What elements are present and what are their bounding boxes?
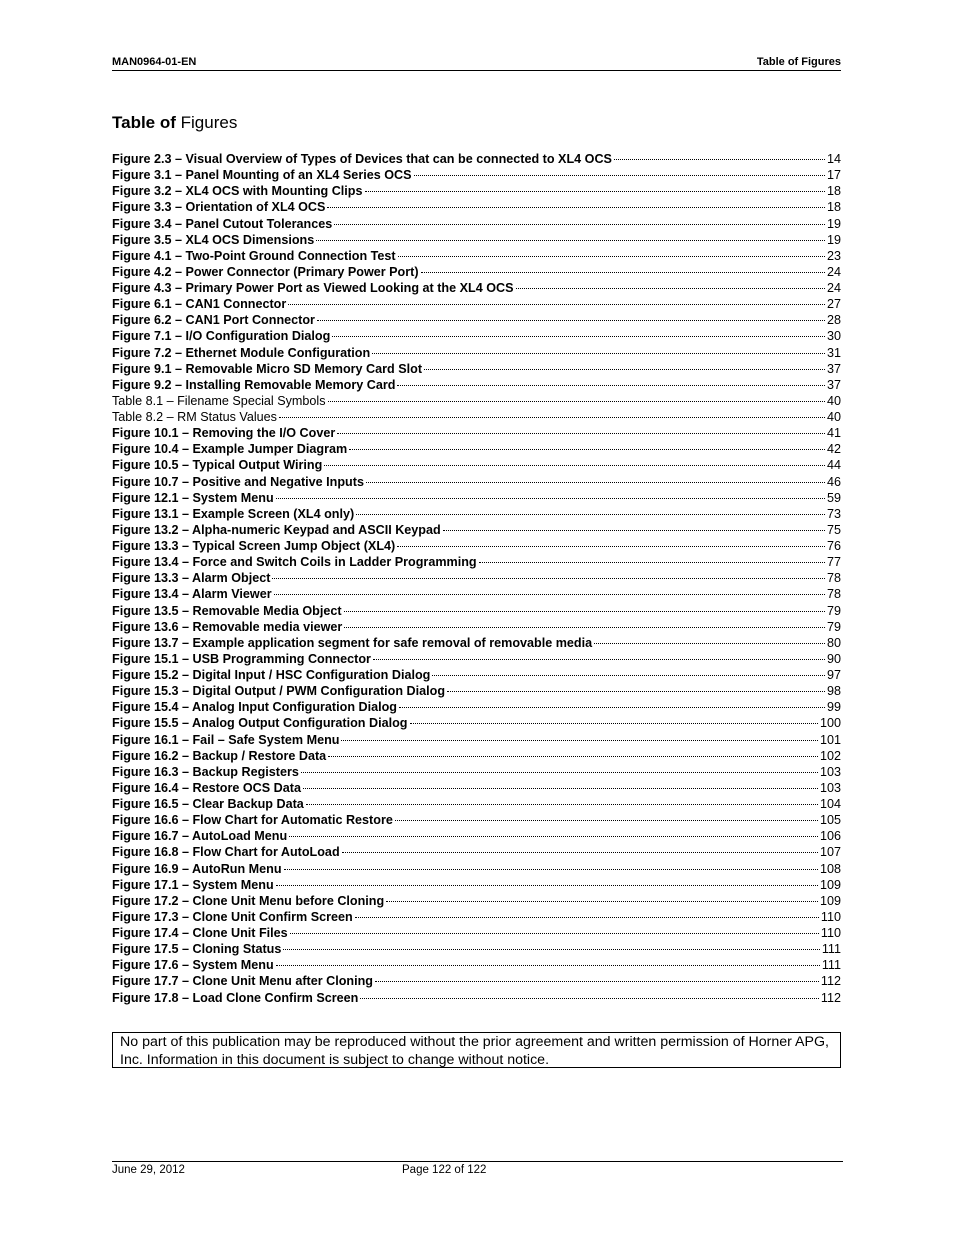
toc-entry-page: 78 <box>826 571 841 586</box>
toc-entry-page: 18 <box>826 184 841 199</box>
toc-entry-label: Figure 4.2 – Power Connector (Primary Power Port) <box>112 264 419 279</box>
toc-entry-page: 24 <box>826 281 841 295</box>
dot-leader <box>274 593 825 595</box>
toc-entry-label: Table 8.1 – Filename Special Symbols <box>112 393 326 408</box>
toc-entry-page: 108 <box>819 861 841 876</box>
toc-entry[interactable] <box>112 490 841 506</box>
dot-leader <box>360 997 819 999</box>
toc-entry-page: 103 <box>819 764 841 779</box>
toc-entry-label: Figure 15.2 – Digital Input / HSC Configuration Dialog <box>112 668 431 682</box>
toc-entry[interactable] <box>112 699 841 715</box>
toc-entry-page: 106 <box>819 829 841 844</box>
toc-entry[interactable] <box>112 635 841 651</box>
dot-leader <box>424 368 825 370</box>
toc-entry[interactable] <box>112 586 841 602</box>
toc-entry[interactable] <box>112 893 841 909</box>
dot-leader <box>366 481 825 483</box>
toc-entry-page: 77 <box>826 555 841 570</box>
toc-entry-page: 111 <box>821 942 841 957</box>
toc-entry-label: Figure 16.1 – Fail – Safe System Menu <box>112 732 340 747</box>
toc-entry-label: Figure 3.4 – Panel Cutout Tolerances <box>112 216 333 231</box>
toc-entry[interactable] <box>112 651 841 667</box>
toc-entry-page: 59 <box>826 490 841 505</box>
page-footer <box>112 1161 843 1184</box>
document-id: MAN0964-01-EN <box>112 56 197 68</box>
toc-entry[interactable] <box>112 990 841 1006</box>
dot-leader <box>289 835 818 837</box>
toc-entry-page: 73 <box>826 506 841 521</box>
toc-entry[interactable] <box>112 264 841 280</box>
toc-entry-page: 17 <box>826 168 841 183</box>
toc-entry-label: Table 8.2 – RM Status Values <box>112 410 277 424</box>
toc-entry-label: Figure 3.5 – XL4 OCS Dimensions <box>112 232 315 247</box>
toc-entry-page: 37 <box>826 361 841 376</box>
toc-entry-label: Figure 17.7 – Clone Unit Menu after Cloning <box>112 974 373 989</box>
toc-entry[interactable] <box>112 796 841 812</box>
toc-entry-label: Figure 17.8 – Load Clone Confirm Screen <box>112 990 359 1005</box>
toc-entry-label: Figure 16.3 – Backup Registers <box>112 764 299 779</box>
toc-entry-label: Figure 17.3 – Clone Unit Confirm Screen <box>112 909 353 924</box>
dot-leader <box>399 706 825 708</box>
toc-entry[interactable] <box>112 280 841 296</box>
toc-entry-page: 40 <box>826 393 841 408</box>
toc-entry-label: Figure 15.4 – Analog Input Configuration Dialog <box>112 700 397 715</box>
toc-entry-page: 79 <box>826 619 841 634</box>
toc-entry[interactable] <box>112 167 841 183</box>
dot-leader <box>284 868 818 870</box>
dot-leader <box>447 690 825 692</box>
dot-leader <box>306 803 818 805</box>
dot-leader <box>365 190 825 192</box>
dot-leader <box>421 271 825 273</box>
dot-leader <box>344 610 825 612</box>
toc-entry[interactable] <box>112 570 841 586</box>
toc-entry-page: 42 <box>826 442 841 457</box>
toc-entry-page: 98 <box>826 684 841 699</box>
toc-entry-label: Figure 10.1 – Removing the I/O Cover <box>112 426 336 441</box>
toc-entry[interactable] <box>112 183 841 199</box>
dot-leader <box>276 497 825 499</box>
toc-entry[interactable] <box>112 361 841 377</box>
dot-leader <box>328 755 818 757</box>
dot-leader <box>355 916 819 918</box>
toc-entry-label: Figure 17.4 – Clone Unit Files <box>112 926 288 940</box>
toc-entry-label: Figure 9.2 – Installing Removable Memory Card <box>112 377 396 392</box>
toc-entry-label: Figure 16.5 – Clear Backup Data <box>112 797 304 811</box>
toc-entry[interactable] <box>112 474 841 490</box>
toc-entry-page: 31 <box>826 345 841 360</box>
toc-entry[interactable] <box>112 861 841 877</box>
toc-entry-label: Figure 13.4 – Force and Switch Coils in Ladder Programming <box>112 555 477 570</box>
dot-leader <box>341 739 818 741</box>
toc-entry-label: Figure 16.7 – AutoLoad Menu <box>112 829 288 844</box>
toc-entry[interactable] <box>112 409 841 425</box>
toc-entry-label: Figure 15.5 – Analog Output Configuration Dialog <box>112 716 408 731</box>
toc-entry-page: 111 <box>821 958 841 973</box>
toc-entry[interactable] <box>112 506 841 522</box>
toc-entry-label: Figure 10.5 – Typical Output Wiring <box>112 458 323 473</box>
toc-entry-page: 90 <box>826 651 841 666</box>
toc-entry-label: Figure 10.4 – Example Jumper Diagram <box>112 442 348 457</box>
dot-leader <box>397 545 825 547</box>
toc-entry-label: Figure 2.3 – Visual Overview of Types of Devices that can be connected to XL4 OCS <box>112 152 612 166</box>
toc-entry-label: Figure 7.2 – Ethernet Module Configuration <box>112 345 371 360</box>
dot-leader <box>276 964 820 966</box>
figure-list <box>112 151 841 1006</box>
toc-entry-label: Figure 16.6 – Flow Chart for Automatic Restore <box>112 813 393 828</box>
toc-entry-page: 24 <box>826 264 841 279</box>
dot-leader <box>316 239 825 241</box>
dot-leader <box>324 464 825 466</box>
toc-entry-label: Figure 13.5 – Removable Media Object <box>112 603 342 618</box>
dot-leader <box>594 642 825 644</box>
dot-leader <box>398 255 825 257</box>
toc-entry-page: 28 <box>826 313 841 328</box>
toc-entry-page: 97 <box>826 668 841 682</box>
toc-entry-page: 76 <box>826 539 841 553</box>
dot-leader <box>332 335 825 337</box>
toc-entry-label: Figure 3.3 – Orientation of XL4 OCS <box>112 200 326 215</box>
toc-entry-page: 75 <box>826 522 841 537</box>
toc-entry-page: 27 <box>826 297 841 312</box>
toc-entry[interactable] <box>112 909 841 925</box>
toc-entry-page: 41 <box>826 426 841 441</box>
toc-entry-page: 104 <box>819 797 841 811</box>
toc-entry-label: Figure 16.4 – Restore OCS Data <box>112 780 301 795</box>
toc-entry[interactable] <box>112 377 841 393</box>
dot-leader <box>349 448 825 450</box>
toc-entry-page: 46 <box>826 474 841 489</box>
toc-entry-label: Figure 4.1 – Two-Point Ground Connection Test <box>112 248 396 263</box>
dot-leader <box>375 980 819 982</box>
footer-page-number: Page 122 of 122 <box>402 1164 487 1176</box>
toc-entry-page: 112 <box>820 990 841 1005</box>
dot-leader <box>372 352 825 354</box>
toc-entry-page: 109 <box>819 877 841 892</box>
toc-entry[interactable] <box>112 925 841 941</box>
toc-entry-label: Figure 16.2 – Backup / Restore Data <box>112 748 327 763</box>
toc-entry-page: 105 <box>819 813 841 828</box>
toc-entry[interactable] <box>112 748 841 764</box>
toc-entry[interactable] <box>112 312 841 328</box>
dot-leader <box>614 158 825 160</box>
toc-entry-label: Figure 15.3 – Digital Output / PWM Configuration Dialog <box>112 684 446 699</box>
toc-entry[interactable] <box>112 683 841 699</box>
toc-entry-page: 103 <box>819 780 841 795</box>
toc-entry[interactable] <box>112 554 841 570</box>
dot-leader <box>410 722 818 724</box>
toc-entry[interactable] <box>112 667 841 683</box>
dot-leader <box>328 400 825 402</box>
dot-leader <box>516 287 825 289</box>
dot-leader <box>288 303 825 305</box>
page-header <box>112 56 841 71</box>
dot-leader <box>342 851 818 853</box>
toc-entry[interactable] <box>112 619 841 635</box>
toc-entry[interactable] <box>112 457 841 473</box>
toc-entry-page: 100 <box>819 716 841 731</box>
section-name: Table of Figures <box>756 56 841 68</box>
toc-entry-page: 80 <box>826 635 841 650</box>
toc-entry-label: Figure 13.3 – Alarm Object <box>112 571 271 586</box>
toc-entry-label: Figure 15.1 – USB Programming Connector <box>112 651 371 666</box>
toc-entry[interactable] <box>112 328 841 344</box>
toc-entry[interactable] <box>112 603 841 619</box>
dot-leader <box>334 223 825 225</box>
dot-leader <box>395 819 818 821</box>
toc-entry-page: 18 <box>826 200 841 215</box>
page-title <box>112 113 237 133</box>
dot-leader <box>272 577 825 579</box>
dot-leader <box>479 561 825 563</box>
toc-entry-page: 40 <box>826 410 841 424</box>
toc-entry-label: Figure 9.1 – Removable Micro SD Memory Card Slot <box>112 361 423 376</box>
toc-entry-label: Figure 17.6 – System Menu <box>112 958 274 973</box>
dot-leader <box>386 900 818 902</box>
toc-entry-label: Figure 3.1 – Panel Mounting of an XL4 Series OCS <box>112 168 412 183</box>
toc-entry-label: Figure 16.8 – Flow Chart for AutoLoad <box>112 845 340 860</box>
page-title-bold: Table of <box>112 113 176 132</box>
toc-entry-page: 99 <box>826 700 841 715</box>
toc-entry[interactable] <box>112 844 841 860</box>
toc-entry-label: Figure 6.1 – CAN1 Connector <box>112 297 287 312</box>
toc-entry[interactable] <box>112 828 841 844</box>
dot-leader <box>373 658 825 660</box>
toc-entry-page: 44 <box>826 458 841 473</box>
notice-text: No part of this publication may be reproduced without the prior agreement and written permission of Horner APG, Inc. Information in this document is subject to change without notice. <box>120 1034 829 1068</box>
dot-leader <box>337 432 825 434</box>
dot-leader <box>327 206 825 208</box>
toc-entry[interactable] <box>112 296 841 312</box>
dot-leader <box>414 174 825 176</box>
toc-entry[interactable] <box>112 780 841 796</box>
toc-entry-page: 101 <box>819 732 841 747</box>
dot-leader <box>283 948 819 950</box>
toc-entry[interactable] <box>112 957 841 973</box>
toc-entry-label: Figure 17.2 – Clone Unit Menu before Cloning <box>112 893 385 908</box>
toc-entry-label: Figure 13.7 – Example application segment for safe removal of removable media <box>112 635 593 650</box>
toc-entry-page: 112 <box>820 974 841 989</box>
dot-leader <box>397 384 825 386</box>
toc-entry[interactable] <box>112 248 841 264</box>
toc-entry-page: 102 <box>819 748 841 763</box>
dot-leader <box>276 884 818 886</box>
dot-leader <box>303 787 818 789</box>
dot-leader <box>344 626 825 628</box>
toc-entry[interactable] <box>112 732 841 748</box>
toc-entry-page: 14 <box>826 152 841 166</box>
footer-date: June 29, 2012 <box>112 1164 185 1176</box>
toc-entry[interactable] <box>112 425 841 441</box>
toc-entry[interactable] <box>112 393 841 409</box>
toc-entry-label: Figure 16.9 – AutoRun Menu <box>112 861 282 876</box>
toc-entry[interactable] <box>112 216 841 232</box>
toc-entry[interactable] <box>112 764 841 780</box>
toc-entry-label: Figure 4.3 – Primary Power Port as Viewed Looking at the XL4 OCS <box>112 281 514 295</box>
toc-entry-page: 107 <box>819 845 841 860</box>
toc-entry-label: Figure 13.6 – Removable media viewer <box>112 619 343 634</box>
dot-leader <box>279 416 825 418</box>
toc-entry[interactable] <box>112 441 841 457</box>
toc-entry-label: Figure 7.1 – I/O Configuration Dialog <box>112 329 331 344</box>
dot-leader <box>290 932 819 934</box>
toc-entry-page: 19 <box>826 216 841 231</box>
toc-entry[interactable] <box>112 538 841 554</box>
toc-entry-page: 19 <box>826 232 841 247</box>
toc-entry-label: Figure 12.1 – System Menu <box>112 490 274 505</box>
dot-leader <box>432 674 825 676</box>
toc-entry[interactable] <box>112 812 841 828</box>
toc-entry-label: Figure 17.5 – Cloning Status <box>112 942 282 957</box>
toc-entry-label: Figure 13.4 – Alarm Viewer <box>112 587 272 602</box>
copyright-notice <box>112 1032 841 1068</box>
dot-leader <box>443 529 825 531</box>
toc-entry[interactable] <box>112 941 841 957</box>
toc-entry-label: Figure 10.7 – Positive and Negative Inputs <box>112 474 364 489</box>
toc-entry[interactable] <box>112 151 841 167</box>
toc-entry[interactable] <box>112 973 841 989</box>
toc-entry[interactable] <box>112 522 841 538</box>
toc-entry[interactable] <box>112 232 841 248</box>
dot-leader <box>356 513 825 515</box>
toc-entry[interactable] <box>112 877 841 893</box>
toc-entry-page: 109 <box>819 893 841 908</box>
toc-entry-page: 30 <box>826 329 841 344</box>
toc-entry-page: 79 <box>826 603 841 618</box>
toc-entry-page: 78 <box>826 587 841 602</box>
toc-entry-page: 37 <box>826 377 841 392</box>
toc-entry-label: Figure 13.3 – Typical Screen Jump Object (XL4) <box>112 539 396 553</box>
toc-entry[interactable] <box>112 345 841 361</box>
toc-entry-label: Figure 13.2 – Alpha-numeric Keypad and ASCII Keypad <box>112 522 441 537</box>
toc-entry[interactable] <box>112 715 841 731</box>
toc-entry-page: 23 <box>826 248 841 263</box>
toc-entry-page: 110 <box>820 926 841 940</box>
toc-entry[interactable] <box>112 199 841 215</box>
dot-leader <box>301 771 818 773</box>
toc-entry-label: Figure 3.2 – XL4 OCS with Mounting Clips <box>112 184 363 199</box>
toc-entry-label: Figure 17.1 – System Menu <box>112 877 274 892</box>
toc-entry-label: Figure 6.2 – CAN1 Port Connector <box>112 313 315 328</box>
page-title-rest: Figures <box>175 113 238 132</box>
toc-entry-page: 110 <box>820 909 841 924</box>
toc-entry-label: Figure 13.1 – Example Screen (XL4 only) <box>112 506 355 521</box>
dot-leader <box>317 319 825 321</box>
